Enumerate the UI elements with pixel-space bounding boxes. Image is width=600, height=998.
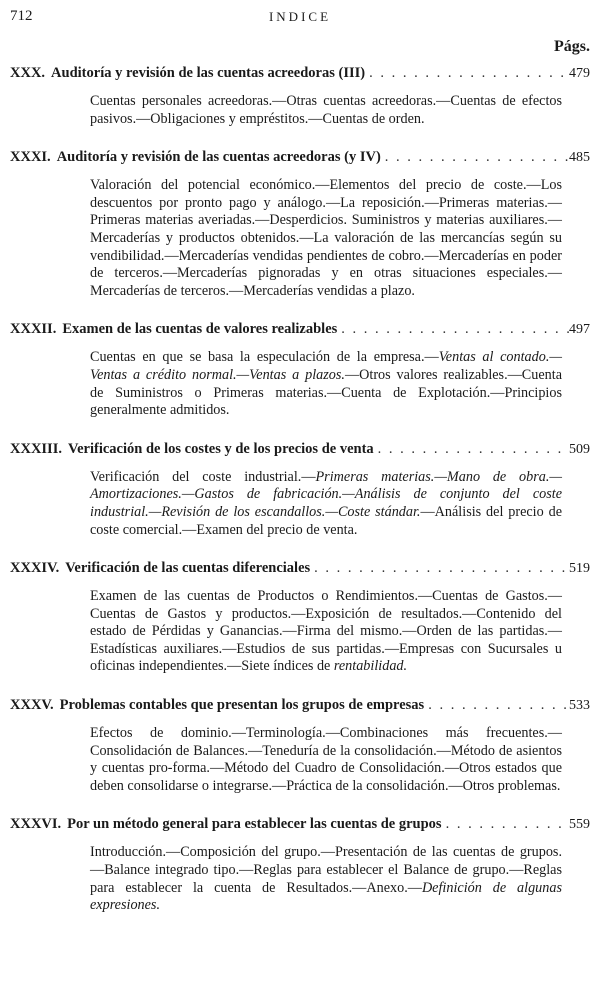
contents-segment: Cuentas personales acreedoras.—Otras cuentas acreedoras.—Cuentas de efectos pasivos.—Obligaciones y empréstitos.—Cuentas de orden. <box>90 93 562 127</box>
chapter-page-number: 497 <box>569 322 590 338</box>
contents-segment: —Análisis del precio de coste comercial.—Examen del precio de venta. <box>90 503 562 538</box>
dot-leader <box>374 440 569 458</box>
chapter-title: Examen de las cuentas de valores realizables <box>62 321 338 338</box>
chapter-page-number: 533 <box>569 698 590 714</box>
chapter-number: XXXI. <box>10 149 51 166</box>
dot-leader <box>424 696 569 714</box>
contents-italic-segment: Ventas al contado.—Ventas a crédito normal.—Ventas a plazos. <box>90 349 562 383</box>
chapter-line <box>10 815 590 834</box>
chapter-page-number: 519 <box>569 561 590 577</box>
dot-leader <box>381 148 569 166</box>
chapter-title: Verificación de las cuentas diferenciales <box>65 560 311 577</box>
chapter-contents <box>90 725 562 795</box>
contents-segment: —Otros valores realizables.—Cuenta de Suministros o Primeras materias.—Cuenta de Explotación.—Principios generalmente admitidos. <box>90 366 562 419</box>
chapter-page-number: 509 <box>569 441 590 457</box>
chapter-page-number: 559 <box>569 817 590 833</box>
chapter-contents <box>90 177 562 300</box>
contents-italic-segment: Definición de algunas expresiones. <box>90 879 562 914</box>
chapter-title: Auditoría y revisión de las cuentas acreedoras (III) <box>51 65 366 81</box>
index-entry <box>10 815 590 914</box>
pages-column-label: Págs. <box>554 38 590 55</box>
chapter-title: Por un método general para establecer las cuentas de grupos <box>67 816 442 833</box>
chapter-contents <box>90 469 562 539</box>
contents-segment: Examen de las cuentas de Productos o Rendimientos.—Cuentas de Gastos.—Cuentas de Gastos y productos.—Exposición de resultados.—Contenido del estado de Pérdidas y Ganancias.—Firma del mismo.—Orden de las partidas.—Estadísticas auxiliares.—Estudios de sus partidas.—Empresas con Sucursales u oficinas independientes.—Siete índices de <box>90 588 562 675</box>
chapter-number: XXXV. <box>10 697 54 714</box>
chapter-line <box>10 696 590 715</box>
chapter-page-number: 485 <box>569 150 590 166</box>
dot-leader <box>337 320 569 338</box>
index-entry <box>10 696 590 795</box>
chapter-page-number: 479 <box>569 66 590 81</box>
contents-segment: Verificación del coste industrial.— <box>90 468 316 485</box>
contents-segment: Efectos de dominio.—Terminología.—Combinaciones más frecuentes.—Consolidación de Balances.—Teneduría de la consolidación.—Método de asientos y cuentas pro-forma.—Método del Cuadro de Consolidación.—Otros estados que deben consolidarse o integrarse.—Práctica de la consolidación.—Otros problemas. <box>90 725 562 794</box>
contents-segment: Valoración del potencial económico.—Elementos del precio de coste.—Los descuentos por pronto pago y análogo.—La reposición.—Primeras materias.—Primeras materias averiadas.—Desperdicios. Suministros y materias auxiliares.—Mercaderías y productos obtenidos.—La valoración de las mercancías según su vendibilidad.—Mercaderías vendidas pendientes de cobro.—Mercaderías en poder de terceros.—Mercaderías pignoradas y en otras situaciones especiales.—Mercaderías de terceros.—Mercaderías vendidas a plazo. <box>90 177 562 299</box>
chapter-contents <box>90 349 562 419</box>
chapter-title: Verificación de los costes y de los precios de venta <box>67 440 374 457</box>
index-entries <box>10 64 590 915</box>
chapter-line <box>10 64 590 83</box>
dot-leader <box>310 559 569 577</box>
chapter-title: Auditoría y revisión de las cuentas acreedoras (y IV) <box>56 149 381 166</box>
chapter-number: XXX. <box>10 65 46 81</box>
chapter-number: XXXII. <box>10 321 57 338</box>
chapter-number: XXXIII. <box>10 440 62 457</box>
index-entry <box>10 64 590 128</box>
dot-leader <box>442 815 569 833</box>
dot-leader <box>365 64 569 82</box>
contents-segment: Introducción.—Composición del grupo.—Presentación de las cuentas de grupos.—Balance integrado tipo.—Reglas para establecer el Balance de grupo.—Reglas para establecer la cuenta de Resultados.—Anexo.— <box>90 844 562 896</box>
chapter-contents <box>90 93 562 128</box>
chapter-title: Problemas contables que presentan los grupos de empresas <box>59 697 425 714</box>
running-title: INDICE <box>268 9 332 24</box>
contents-italic-segment: rentabilidad. <box>333 658 408 675</box>
index-entry <box>10 440 590 539</box>
page-number: 712 <box>10 8 33 24</box>
index-entry <box>10 320 590 419</box>
index-entry <box>10 148 590 300</box>
chapter-line <box>10 559 590 578</box>
contents-italic-segment: Primeras materias.—Mano de obra.—Amortizaciones.—Gastos de fabricación.—Análisis de conjunto del coste industrial.—Revisión de los escandallos.—Coste stándar. <box>90 468 562 520</box>
chapter-contents <box>90 844 562 914</box>
chapter-line <box>10 440 590 459</box>
chapter-contents <box>90 588 562 676</box>
chapter-number: XXXIV. <box>10 560 60 577</box>
index-entry <box>10 559 590 676</box>
chapter-line <box>10 148 590 167</box>
running-head <box>10 8 590 30</box>
chapter-number: XXXVI. <box>10 816 62 833</box>
contents-segment: Cuentas en que se basa la especulación de la empresa.— <box>90 349 439 366</box>
chapter-line <box>10 320 590 339</box>
